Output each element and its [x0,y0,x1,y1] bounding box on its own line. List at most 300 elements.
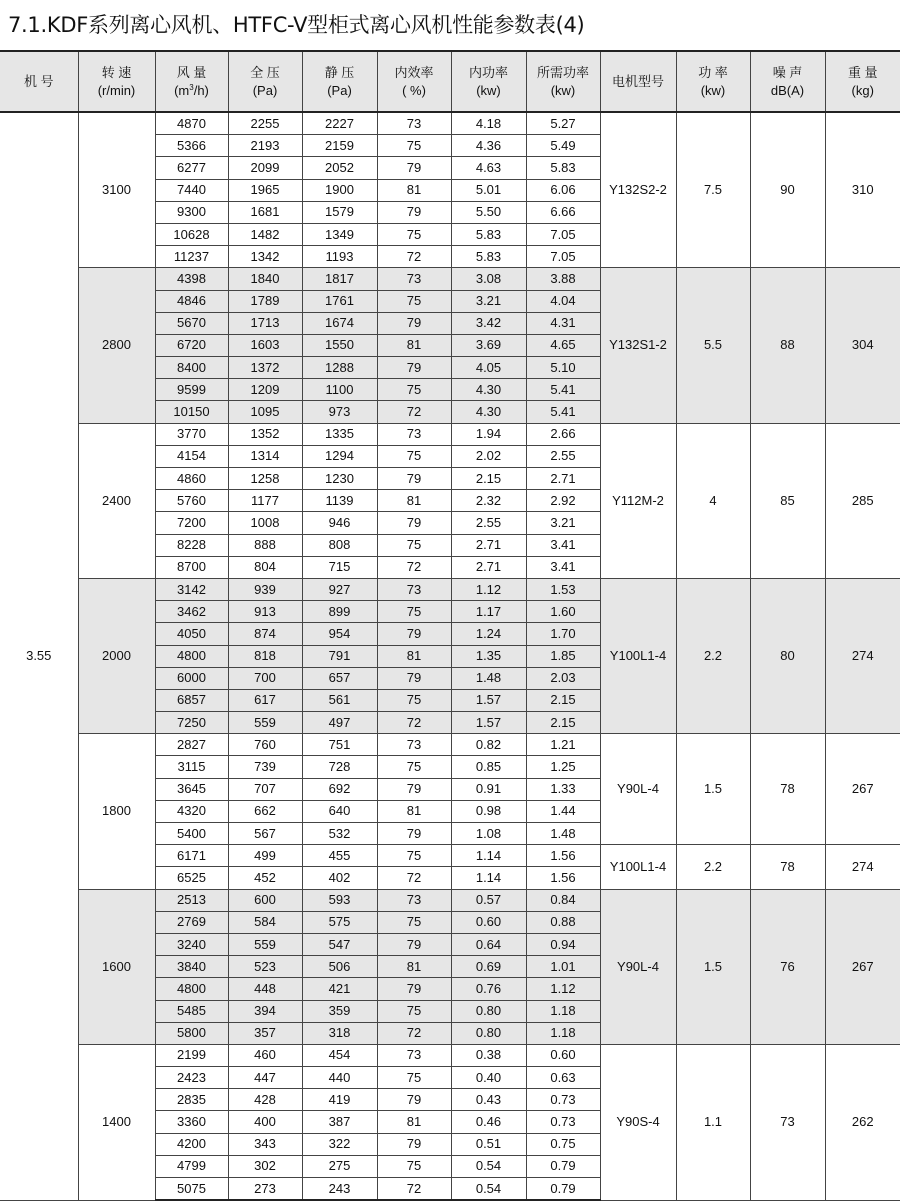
required-power-cell: 5.10 [526,357,600,379]
required-power-cell: 4.31 [526,312,600,334]
static-pressure-cell: 275 [302,1155,377,1177]
airflow-cell: 6171 [155,845,228,867]
required-power-cell: 1.56 [526,867,600,889]
header-unit: (Pa) [252,82,278,98]
airflow-cell: 6000 [155,667,228,689]
total-pressure-cell: 273 [228,1178,302,1201]
airflow-cell: 7250 [155,712,228,734]
internal-efficiency-cell: 81 [377,490,451,512]
internal-power-cell: 4.05 [451,357,526,379]
airflow-cell: 7440 [155,179,228,201]
internal-efficiency-cell: 79 [377,667,451,689]
required-power-cell: 5.27 [526,112,600,135]
airflow-cell: 4800 [155,645,228,667]
total-pressure-cell: 1603 [228,334,302,356]
motor-power-cell: 1.5 [676,889,750,1044]
internal-efficiency-cell: 79 [377,778,451,800]
airflow-cell: 3240 [155,933,228,955]
speed-cell: 3100 [78,112,155,268]
static-pressure-cell: 1294 [302,445,377,467]
internal-efficiency-cell: 75 [377,689,451,711]
required-power-cell: 1.12 [526,978,600,1000]
internal-efficiency-cell: 75 [377,1000,451,1022]
internal-power-cell: 5.83 [451,223,526,245]
speed-cell: 2400 [78,423,155,578]
internal-power-cell: 4.63 [451,157,526,179]
required-power-cell: 2.55 [526,445,600,467]
table-row [0,578,900,600]
static-pressure-cell: 1288 [302,357,377,379]
airflow-cell: 2513 [155,889,228,911]
header-motor-power [676,51,750,112]
required-power-cell: 1.44 [526,800,600,822]
header-unit: (kw) [476,82,501,98]
internal-efficiency-cell: 73 [377,734,451,756]
header-unit: (kg) [851,82,874,98]
internal-efficiency-cell: 81 [377,334,451,356]
static-pressure-cell: 454 [302,1044,377,1066]
total-pressure-cell: 343 [228,1133,302,1155]
required-power-cell: 3.41 [526,556,600,578]
internal-power-cell: 0.69 [451,956,526,978]
internal-power-cell: 0.64 [451,933,526,955]
motor-power-cell: 2.2 [676,578,750,733]
internal-efficiency-cell: 79 [377,468,451,490]
total-pressure-cell: 804 [228,556,302,578]
required-power-cell: 2.92 [526,490,600,512]
total-pressure-cell: 1352 [228,423,302,445]
total-pressure-cell: 1789 [228,290,302,312]
static-pressure-cell: 1579 [302,201,377,223]
required-power-cell: 1.48 [526,823,600,845]
total-pressure-cell: 818 [228,645,302,667]
internal-power-cell: 1.14 [451,845,526,867]
total-pressure-cell: 357 [228,1022,302,1044]
total-pressure-cell: 559 [228,712,302,734]
internal-efficiency-cell: 72 [377,1022,451,1044]
required-power-cell: 3.41 [526,534,600,556]
static-pressure-cell: 728 [302,756,377,778]
static-pressure-cell: 506 [302,956,377,978]
internal-power-cell: 0.46 [451,1111,526,1133]
total-pressure-cell: 1965 [228,179,302,201]
total-pressure-cell: 1482 [228,223,302,245]
speed-cell: 1600 [78,889,155,1044]
header-label: 机 号 [23,73,54,89]
noise-cell: 80 [750,578,825,733]
internal-power-cell: 3.69 [451,334,526,356]
required-power-cell: 1.56 [526,845,600,867]
static-pressure-cell: 1817 [302,268,377,290]
static-pressure-cell: 419 [302,1089,377,1111]
speed-cell: 2800 [78,268,155,423]
airflow-cell: 5400 [155,823,228,845]
internal-power-cell: 0.91 [451,778,526,800]
required-power-cell: 1.53 [526,578,600,600]
header-label: 电机型号 [611,73,664,89]
internal-power-cell: 2.32 [451,490,526,512]
header-required-power [526,51,600,112]
motor-power-cell: 7.5 [676,112,750,268]
total-pressure-cell: 1095 [228,401,302,423]
airflow-cell: 3840 [155,956,228,978]
motor-power-cell: 1.5 [676,734,750,845]
weight-cell: 285 [825,423,900,578]
internal-power-cell: 0.54 [451,1155,526,1177]
airflow-cell: 6857 [155,689,228,711]
required-power-cell: 4.04 [526,290,600,312]
motor-power-cell: 4 [676,423,750,578]
static-pressure-cell: 1349 [302,223,377,245]
internal-efficiency-cell: 75 [377,1067,451,1089]
table-row [0,889,900,911]
internal-power-cell: 2.55 [451,512,526,534]
internal-efficiency-cell: 73 [377,578,451,600]
total-pressure-cell: 939 [228,578,302,600]
internal-power-cell: 0.80 [451,1000,526,1022]
required-power-cell: 1.01 [526,956,600,978]
airflow-cell: 10150 [155,401,228,423]
static-pressure-cell: 455 [302,845,377,867]
internal-power-cell: 3.21 [451,290,526,312]
internal-power-cell: 1.24 [451,623,526,645]
header-label: 转 速 [101,64,132,80]
internal-efficiency-cell: 72 [377,867,451,889]
static-pressure-cell: 808 [302,534,377,556]
static-pressure-cell: 973 [302,401,377,423]
airflow-cell: 4799 [155,1155,228,1177]
header-airflow [155,51,228,112]
airflow-cell: 5366 [155,135,228,157]
internal-efficiency-cell: 75 [377,845,451,867]
total-pressure-cell: 1177 [228,490,302,512]
required-power-cell: 2.15 [526,712,600,734]
header-unit: ( %) [402,82,426,98]
required-power-cell: 5.41 [526,379,600,401]
airflow-cell: 2827 [155,734,228,756]
static-pressure-cell: 561 [302,689,377,711]
required-power-cell: 0.94 [526,933,600,955]
header-internal-power [451,51,526,112]
total-pressure-cell: 584 [228,911,302,933]
airflow-cell: 8228 [155,534,228,556]
internal-power-cell: 0.51 [451,1133,526,1155]
total-pressure-cell: 1258 [228,468,302,490]
noise-cell: 85 [750,423,825,578]
internal-efficiency-cell: 75 [377,135,451,157]
required-power-cell: 7.05 [526,223,600,245]
total-pressure-cell: 1342 [228,246,302,268]
static-pressure-cell: 2052 [302,157,377,179]
total-pressure-cell: 452 [228,867,302,889]
required-power-cell: 0.63 [526,1067,600,1089]
internal-power-cell: 1.48 [451,667,526,689]
required-power-cell: 1.70 [526,623,600,645]
table-row [0,268,900,290]
weight-cell: 274 [825,578,900,733]
header-label: 所需功率 [536,64,589,80]
static-pressure-cell: 387 [302,1111,377,1133]
header-unit-suffix: /h) [193,82,209,98]
speed-cell: 2000 [78,578,155,733]
airflow-cell: 7200 [155,512,228,534]
internal-efficiency-cell: 75 [377,534,451,556]
header-unit: (kw) [700,82,726,98]
internal-power-cell: 2.71 [451,534,526,556]
airflow-cell: 2835 [155,1089,228,1111]
static-pressure-cell: 927 [302,578,377,600]
static-pressure-cell: 715 [302,556,377,578]
airflow-cell: 8400 [155,357,228,379]
internal-power-cell: 2.15 [451,468,526,490]
internal-efficiency-cell: 81 [377,800,451,822]
static-pressure-cell: 640 [302,800,377,822]
internal-efficiency-cell: 72 [377,246,451,268]
noise-cell: 78 [750,734,825,845]
total-pressure-cell: 567 [228,823,302,845]
static-pressure-cell: 322 [302,1133,377,1155]
header-label: 全 压 [250,64,280,80]
internal-efficiency-cell: 73 [377,889,451,911]
noise-cell: 73 [750,1044,825,1200]
required-power-cell: 1.18 [526,1022,600,1044]
internal-efficiency-cell: 75 [377,756,451,778]
total-pressure-cell: 2193 [228,135,302,157]
table-body [0,112,900,1200]
internal-power-cell: 1.14 [451,867,526,889]
airflow-cell: 6525 [155,867,228,889]
airflow-cell: 4870 [155,112,228,135]
static-pressure-cell: 593 [302,889,377,911]
internal-power-cell: 1.57 [451,689,526,711]
static-pressure-cell: 899 [302,601,377,623]
noise-cell: 76 [750,889,825,1044]
table-header-row [0,51,900,112]
header-speed [78,51,155,112]
static-pressure-cell: 440 [302,1067,377,1089]
required-power-cell: 0.75 [526,1133,600,1155]
airflow-cell: 10628 [155,223,228,245]
internal-power-cell: 1.94 [451,423,526,445]
total-pressure-cell: 1209 [228,379,302,401]
internal-power-cell: 1.35 [451,645,526,667]
airflow-cell: 4398 [155,268,228,290]
internal-efficiency-cell: 79 [377,512,451,534]
airflow-cell: 4320 [155,800,228,822]
header-label: 内功率 [468,64,508,80]
total-pressure-cell: 302 [228,1155,302,1177]
static-pressure-cell: 751 [302,734,377,756]
motor-power-cell: 2.2 [676,845,750,889]
internal-efficiency-cell: 72 [377,712,451,734]
internal-efficiency-cell: 75 [377,223,451,245]
internal-efficiency-cell: 75 [377,379,451,401]
total-pressure-cell: 739 [228,756,302,778]
airflow-cell: 3462 [155,601,228,623]
static-pressure-cell: 657 [302,667,377,689]
header-label: 重 量 [847,64,878,80]
header-machine-no [0,51,78,112]
internal-efficiency-cell: 75 [377,1155,451,1177]
airflow-cell: 3770 [155,423,228,445]
internal-power-cell: 0.98 [451,800,526,822]
required-power-cell: 2.03 [526,667,600,689]
static-pressure-cell: 2159 [302,135,377,157]
required-power-cell: 6.06 [526,179,600,201]
static-pressure-cell: 318 [302,1022,377,1044]
airflow-cell: 4200 [155,1133,228,1155]
required-power-cell: 1.85 [526,645,600,667]
airflow-cell: 2199 [155,1044,228,1066]
required-power-cell: 0.73 [526,1111,600,1133]
total-pressure-cell: 707 [228,778,302,800]
header-weight [825,51,900,112]
motor-power-cell: 1.1 [676,1044,750,1200]
weight-cell: 310 [825,112,900,268]
weight-cell: 267 [825,734,900,845]
internal-efficiency-cell: 73 [377,423,451,445]
airflow-cell: 2769 [155,911,228,933]
internal-power-cell: 1.08 [451,823,526,845]
header-unit: (r/min) [97,82,136,98]
total-pressure-cell: 874 [228,623,302,645]
internal-efficiency-cell: 79 [377,201,451,223]
internal-power-cell: 0.54 [451,1178,526,1201]
internal-power-cell: 0.38 [451,1044,526,1066]
required-power-cell: 1.33 [526,778,600,800]
weight-cell: 274 [825,845,900,889]
internal-power-cell: 0.60 [451,911,526,933]
weight-cell: 304 [825,268,900,423]
required-power-cell: 1.21 [526,734,600,756]
required-power-cell: 0.73 [526,1089,600,1111]
total-pressure-cell: 1314 [228,445,302,467]
internal-power-cell: 0.40 [451,1067,526,1089]
table-row [0,734,900,756]
header-label: 风 量 [176,64,207,80]
internal-efficiency-cell: 75 [377,290,451,312]
total-pressure-cell: 662 [228,800,302,822]
total-pressure-cell: 460 [228,1044,302,1066]
airflow-cell: 4050 [155,623,228,645]
motor-model-cell: Y90S-4 [600,1044,676,1200]
internal-power-cell: 2.71 [451,556,526,578]
total-pressure-cell: 888 [228,534,302,556]
internal-efficiency-cell: 75 [377,911,451,933]
internal-power-cell: 0.76 [451,978,526,1000]
motor-model-cell: Y132S1-2 [600,268,676,423]
total-pressure-cell: 600 [228,889,302,911]
header-label: 静 压 [324,64,355,80]
airflow-cell: 11237 [155,246,228,268]
internal-power-cell: 1.12 [451,578,526,600]
internal-power-cell: 4.36 [451,135,526,157]
internal-efficiency-cell: 79 [377,823,451,845]
required-power-cell: 0.88 [526,911,600,933]
static-pressure-cell: 1230 [302,468,377,490]
internal-efficiency-cell: 79 [377,1089,451,1111]
airflow-cell: 2423 [155,1067,228,1089]
required-power-cell: 2.15 [526,689,600,711]
required-power-cell: 4.65 [526,334,600,356]
noise-cell: 78 [750,845,825,889]
header-unit-superscript: 3 [189,82,194,92]
static-pressure-cell: 1139 [302,490,377,512]
internal-power-cell: 0.80 [451,1022,526,1044]
motor-model-cell: Y112M-2 [600,423,676,578]
motor-model-cell: Y100L1-4 [600,845,676,889]
airflow-cell: 3645 [155,778,228,800]
airflow-cell: 6277 [155,157,228,179]
internal-efficiency-cell: 79 [377,312,451,334]
noise-cell: 90 [750,112,825,268]
header-static-pressure [302,51,377,112]
required-power-cell: 5.83 [526,157,600,179]
required-power-cell: 7.05 [526,246,600,268]
speed-cell: 1800 [78,734,155,889]
internal-efficiency-cell: 81 [377,645,451,667]
total-pressure-cell: 1840 [228,268,302,290]
internal-power-cell: 5.50 [451,201,526,223]
internal-efficiency-cell: 73 [377,1044,451,1066]
internal-efficiency-cell: 81 [377,956,451,978]
internal-efficiency-cell: 79 [377,157,451,179]
total-pressure-cell: 448 [228,978,302,1000]
required-power-cell: 0.79 [526,1155,600,1177]
total-pressure-cell: 760 [228,734,302,756]
internal-efficiency-cell: 73 [377,112,451,135]
header-total-pressure [228,51,302,112]
internal-power-cell: 5.01 [451,179,526,201]
header-unit: (m [174,82,190,98]
total-pressure-cell: 394 [228,1000,302,1022]
required-power-cell: 1.60 [526,601,600,623]
internal-efficiency-cell: 72 [377,1178,451,1201]
table-row [0,112,900,135]
performance-table [0,50,900,1201]
internal-power-cell: 2.02 [451,445,526,467]
internal-efficiency-cell: 72 [377,401,451,423]
required-power-cell: 0.60 [526,1044,600,1066]
total-pressure-cell: 617 [228,689,302,711]
internal-power-cell: 1.17 [451,601,526,623]
header-motor-model [600,51,676,112]
internal-efficiency-cell: 79 [377,978,451,1000]
header-unit: (Pa) [327,82,352,98]
airflow-cell: 4860 [155,468,228,490]
airflow-cell: 5485 [155,1000,228,1022]
internal-power-cell: 4.30 [451,401,526,423]
static-pressure-cell: 497 [302,712,377,734]
performance-table-container [0,50,900,1201]
required-power-cell: 2.71 [526,468,600,490]
airflow-cell: 5075 [155,1178,228,1201]
airflow-cell: 4154 [155,445,228,467]
static-pressure-cell: 791 [302,645,377,667]
airflow-cell: 4846 [155,290,228,312]
static-pressure-cell: 2227 [302,112,377,135]
required-power-cell: 2.66 [526,423,600,445]
internal-power-cell: 4.30 [451,379,526,401]
total-pressure-cell: 559 [228,933,302,955]
static-pressure-cell: 1335 [302,423,377,445]
required-power-cell: 5.41 [526,401,600,423]
internal-power-cell: 5.83 [451,246,526,268]
internal-efficiency-cell: 75 [377,445,451,467]
static-pressure-cell: 692 [302,778,377,800]
airflow-cell: 5800 [155,1022,228,1044]
static-pressure-cell: 1193 [302,246,377,268]
